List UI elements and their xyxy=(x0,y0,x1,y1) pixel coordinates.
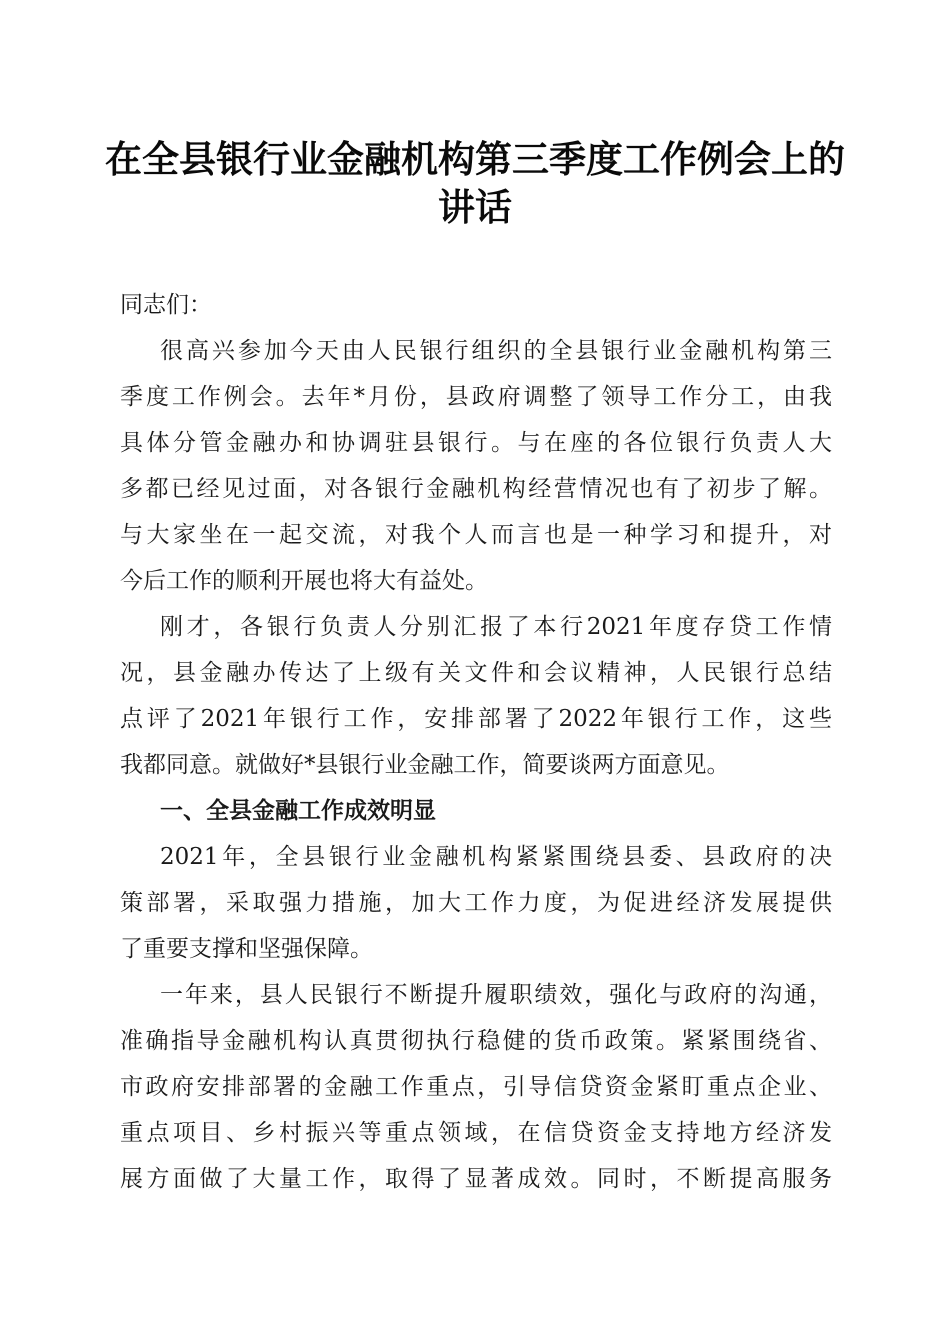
document-body xyxy=(120,282,832,1202)
paragraph-4-line: 市政府安排部署的金融工作重点，引导信贷资金紧盯重点企业、 xyxy=(120,1074,832,1100)
paragraph-1-line: 与大家坐在一起交流，对我个人而言也是一种学习和提升，对 xyxy=(120,522,832,548)
salutation: 同志们： xyxy=(120,292,212,318)
paragraph-4-line: 展方面做了大量工作，取得了显著成效。同时，不断提高服务 xyxy=(120,1166,832,1192)
title-line: 讲话 xyxy=(438,185,512,229)
paragraph-2-line: 刚才，各银行负责人分别汇报了本行2021年度存贷工作情 xyxy=(160,614,832,640)
paragraph-2-line: 我都同意。就做好*县银行业金融工作，简要谈两方面意见。 xyxy=(120,752,730,778)
paragraph-3-line: 2021年，全县银行业金融机构紧紧围绕县委、县政府的决 xyxy=(160,844,832,870)
paragraph-1-line: 具体分管金融办和协调驻县银行。与在座的各位银行负责人大 xyxy=(120,430,832,456)
paragraph-1-line: 很高兴参加今天由人民银行组织的全县银行业金融机构第三 xyxy=(160,338,832,364)
section-heading: 一、全县金融工作成效明显 xyxy=(160,798,436,824)
paragraph-1-line: 今后工作的顺利开展也将大有益处。 xyxy=(120,568,488,594)
paragraph-4-line: 一年来，县人民银行不断提升履职绩效，强化与政府的沟通， xyxy=(160,982,832,1008)
paragraph-3-line: 了重要支撑和坚强保障。 xyxy=(120,936,373,962)
paragraph-2-line: 况，县金融办传达了上级有关文件和会议精神，人民银行总结 xyxy=(120,660,832,686)
title-line: 在全县银行业金融机构第三季度工作例会上的 xyxy=(105,137,845,181)
paragraph-2-line: 点评了2021年银行工作，安排部署了2022年银行工作，这些 xyxy=(120,706,832,732)
paragraph-1-line: 多都已经见过面，对各银行金融机构经营情况也有了初步了解。 xyxy=(120,476,832,502)
paragraph-4-line: 准确指导金融机构认真贯彻执行稳健的货币政策。紧紧围绕省、 xyxy=(120,1028,832,1054)
paragraph-3-line: 策部署，采取强力措施，加大工作力度，为促进经济发展提供 xyxy=(120,890,832,916)
paragraph-4-line: 重点项目、乡村振兴等重点领域，在信贷资金支持地方经济发 xyxy=(120,1120,832,1146)
document-title xyxy=(100,135,850,231)
paragraph-1-line: 季度工作例会。去年*月份，县政府调整了领导工作分工，由我 xyxy=(120,384,832,410)
